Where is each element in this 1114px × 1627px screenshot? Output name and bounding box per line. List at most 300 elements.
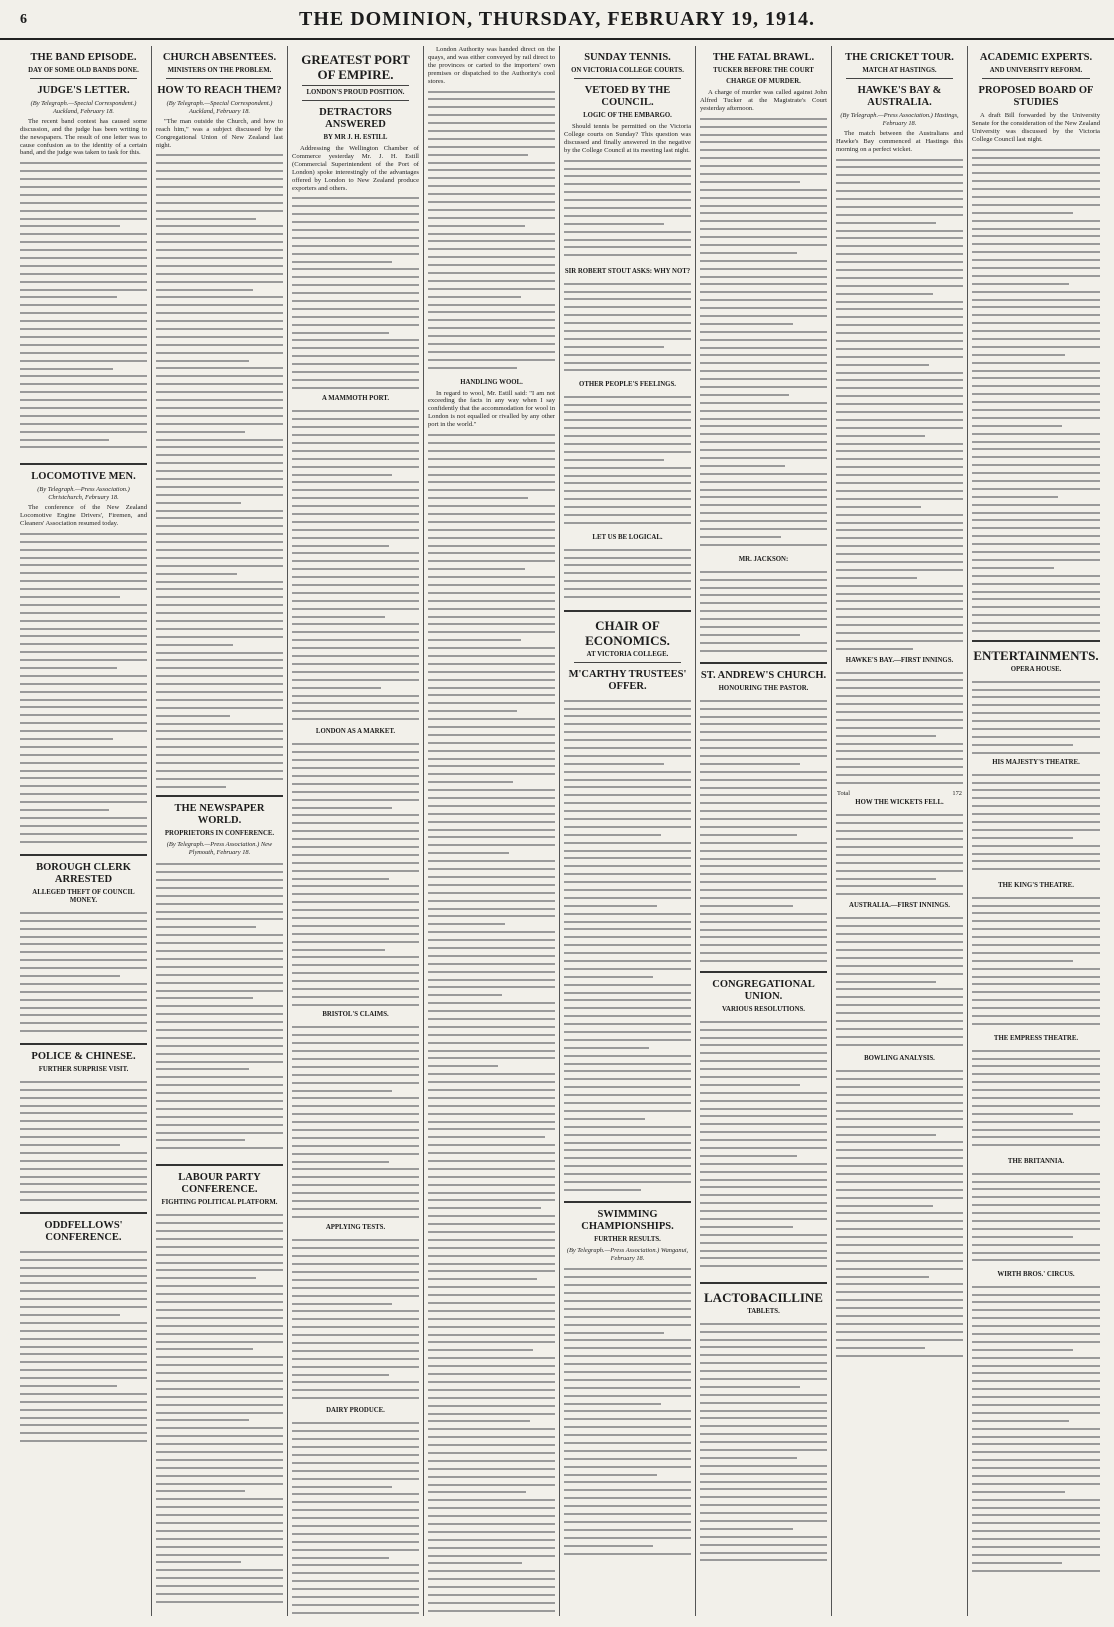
text-line: [20, 916, 147, 924]
text-line: [20, 190, 147, 198]
text-line: [20, 742, 147, 750]
text-line: [428, 1385, 555, 1393]
text-line: [156, 198, 283, 206]
text-line: [564, 735, 691, 743]
text-line: [428, 1282, 555, 1290]
text-line: [972, 948, 1100, 956]
text-line: [156, 922, 256, 930]
text-line: [836, 1066, 963, 1074]
text-line: [292, 739, 419, 747]
text-line: [700, 814, 827, 822]
text-line: [428, 722, 555, 730]
text-line: [972, 1361, 1100, 1369]
text-line: [428, 1243, 555, 1251]
text-line: [972, 1297, 1100, 1305]
text-line: [428, 1093, 555, 1101]
text-line: [836, 628, 963, 636]
text-line: [972, 833, 1073, 841]
text-line: [20, 1436, 147, 1444]
text-line: [700, 575, 827, 583]
text-line: [700, 727, 827, 735]
text-line: [20, 1326, 147, 1334]
text-line: [20, 639, 147, 647]
text-line: [156, 379, 283, 387]
divider: [700, 662, 827, 664]
text-line: [292, 874, 389, 882]
text-line: [292, 881, 419, 889]
text-block: [564, 1264, 691, 1564]
text-line: [700, 925, 827, 933]
divider: [564, 1201, 691, 1203]
text-line: [836, 439, 963, 447]
text-line: [700, 485, 827, 493]
text-line: [156, 1009, 283, 1017]
text-line: [428, 1061, 498, 1069]
text-line: [428, 134, 555, 142]
headline-cricket-tour: THE CRICKET TOUR.: [845, 52, 954, 63]
text-line: [428, 746, 555, 754]
section-heading: SIR ROBERT STOUT ASKS: WHY NOT?: [564, 267, 691, 275]
text-line: [292, 968, 419, 976]
article-text: The match between the Australians and Hawke's Bay commenced at Hastings this morning on a perfect wicket.: [836, 129, 963, 153]
text-line: [428, 1030, 555, 1038]
text-line: [428, 1124, 555, 1132]
text-line: [836, 977, 936, 985]
text-line: [156, 1143, 283, 1151]
text-line: [564, 711, 691, 719]
text-line: [292, 541, 389, 549]
divider: [982, 78, 1090, 79]
text-line: [156, 498, 241, 506]
text-line: [564, 553, 691, 561]
text-line: [972, 460, 1100, 468]
text-line: [700, 224, 827, 232]
text-line: [836, 1272, 929, 1280]
text-line: [156, 1025, 283, 1033]
text-line: [428, 840, 555, 848]
text-line: [156, 300, 283, 308]
text-line: [428, 197, 555, 205]
text-line: [700, 775, 827, 783]
text-line: [700, 1080, 800, 1088]
text-line: [20, 1389, 147, 1397]
text-line: [428, 1046, 555, 1054]
text-line: [156, 521, 283, 529]
text-line: [972, 1125, 1100, 1133]
text-line: [428, 580, 555, 588]
divider: [574, 78, 681, 79]
column-2: [152, 46, 288, 1616]
text-line: [428, 769, 555, 777]
text-line: [156, 206, 283, 214]
text-line: [836, 889, 963, 897]
text-line: [972, 1384, 1100, 1392]
text-line: [972, 484, 1100, 492]
text-block: [292, 739, 419, 1009]
text-line: [428, 690, 555, 698]
text-line: [972, 271, 1100, 279]
text-line: [836, 186, 963, 194]
text-line: [292, 1505, 419, 1513]
text-line: [972, 263, 1100, 271]
dateline: (By Telegraph.—Press Association.) Wanganui, February 18.: [566, 1246, 689, 1262]
text-line: [836, 462, 963, 470]
text-line: [156, 584, 283, 592]
text-line: [428, 1274, 537, 1282]
text-block: [700, 1017, 827, 1277]
text-line: [564, 1351, 691, 1359]
text-line: [428, 1353, 555, 1361]
text-line: [428, 173, 555, 181]
text-line: [836, 1193, 963, 1201]
text-line: [972, 610, 1100, 618]
text-line: [292, 1172, 419, 1180]
text-line: [156, 1297, 283, 1305]
text-line: [700, 622, 827, 630]
text-line: [564, 235, 691, 243]
text-line: [156, 1242, 283, 1250]
text-line: [20, 655, 147, 663]
text-line: [700, 1214, 827, 1222]
subhead: MATCH AT HASTINGS.: [862, 67, 937, 74]
text-line: [836, 945, 963, 953]
text-line: [156, 1565, 283, 1573]
text-line: [428, 110, 555, 118]
text-line: [972, 1455, 1100, 1463]
text-line: [156, 1104, 283, 1112]
subhead: MINISTERS ON THE PROBLEM.: [167, 67, 272, 74]
text-line: [292, 272, 419, 280]
text-line: [836, 1098, 963, 1106]
text-line: [972, 956, 1073, 964]
text-line: [20, 545, 147, 553]
text-line: [156, 411, 283, 419]
text-line: [564, 318, 691, 326]
text-line: [292, 826, 419, 834]
text-line: [700, 169, 827, 177]
column-8: [968, 46, 1104, 1616]
text-line: [700, 1127, 827, 1135]
text-line: [428, 462, 555, 470]
page-number: 6: [20, 12, 27, 27]
text-line: [700, 1548, 827, 1556]
text-line: [564, 584, 691, 592]
text-line: [292, 1133, 419, 1141]
text-line: [156, 962, 283, 970]
text-line: [20, 1247, 147, 1255]
text-line: [700, 1238, 827, 1246]
columns: [16, 46, 1106, 1616]
text-line: [972, 1248, 1100, 1256]
text-line: [564, 814, 691, 822]
text-line: [972, 708, 1100, 716]
text-line: [292, 509, 419, 517]
text-line: [972, 602, 1100, 610]
text-line: [836, 249, 963, 257]
text-line: [836, 1256, 963, 1264]
text-line: [972, 732, 1100, 740]
text-line: [564, 909, 691, 917]
divider: [20, 463, 147, 465]
text-line: [564, 1106, 691, 1114]
text-block: [564, 279, 691, 379]
text-line: [972, 1117, 1100, 1125]
text-line: [836, 589, 963, 597]
text-line: [700, 646, 827, 654]
text-line: [972, 1240, 1100, 1248]
text-line: [156, 1305, 283, 1313]
text-line: [20, 773, 147, 781]
text-line: [428, 1432, 555, 1440]
text-line: [428, 785, 555, 793]
text-line: [836, 683, 963, 691]
text-line: [700, 606, 827, 614]
text-line: [292, 446, 419, 454]
text-line: [20, 332, 147, 340]
text-line: [156, 1080, 283, 1088]
text-line: [156, 986, 283, 994]
text-line: [20, 805, 109, 813]
text-line: [156, 695, 283, 703]
text-line: [20, 1077, 147, 1085]
text-line: [700, 1056, 827, 1064]
text-line: [564, 250, 691, 258]
text-line: [156, 1392, 283, 1400]
text-line: [700, 696, 827, 704]
text-line: [836, 1032, 963, 1040]
text-line: [428, 1006, 555, 1014]
text-block: [700, 114, 827, 554]
headline-sunday-tennis: SUNDAY TENNIS.: [584, 52, 671, 63]
text-line: [20, 947, 147, 955]
text-line: [20, 387, 147, 395]
text-line: [836, 1106, 963, 1114]
text-line: [20, 1263, 147, 1271]
column-3: [288, 46, 424, 1616]
text-line: [20, 158, 147, 166]
subhead: CHARGE OF MURDER.: [726, 78, 801, 85]
text-line: [564, 294, 691, 302]
text-line: [428, 1424, 555, 1432]
text-line: [156, 221, 283, 229]
text-line: [20, 245, 147, 253]
text-line: [972, 1054, 1100, 1062]
text-line: [836, 178, 963, 186]
text-line: [700, 201, 827, 209]
text-line: [428, 158, 555, 166]
text-line: [292, 810, 419, 818]
text-line: [428, 754, 555, 762]
text-line: [156, 671, 283, 679]
text-line: [292, 1370, 389, 1378]
text-line: [156, 214, 256, 222]
text-line: [836, 604, 963, 612]
text-line: [564, 1138, 691, 1146]
text-block: [292, 1235, 419, 1405]
text-line: [972, 555, 1100, 563]
text-line: [292, 564, 419, 572]
text-line: [700, 1461, 827, 1469]
text-line: [700, 1017, 827, 1025]
text-line: [20, 971, 120, 979]
text-line: [428, 967, 555, 975]
text-line: [428, 244, 555, 252]
text-line: [700, 1374, 827, 1382]
text-line: [156, 450, 283, 458]
text-line: [836, 478, 963, 486]
text-line: [20, 1357, 147, 1365]
text-line: [292, 1314, 419, 1322]
text-line: [836, 778, 963, 786]
text-line: [836, 257, 963, 265]
text-line: [972, 1534, 1100, 1542]
text-line: [156, 719, 283, 727]
text-line: [428, 229, 555, 237]
divider: [20, 1212, 147, 1214]
text-line: [20, 229, 147, 237]
text-line: [428, 533, 555, 541]
text-line: [836, 984, 963, 992]
text-line: [836, 486, 963, 494]
text-line: [292, 667, 419, 675]
text-line: [428, 1393, 555, 1401]
text-line: [292, 359, 419, 367]
subhead: FIGHTING POLITICAL PLATFORM.: [161, 1199, 278, 1207]
text-line: [156, 529, 283, 537]
headline-labour-party: LABOUR PARTY CONFERENCE.: [178, 1172, 261, 1196]
text-line: [156, 1344, 253, 1352]
section-heading: APPLYING TESTS.: [325, 1224, 386, 1232]
text-line: [972, 247, 1100, 255]
text-line: [700, 492, 827, 500]
text-line: [156, 1455, 283, 1463]
text-line: [156, 782, 226, 790]
text-line: [20, 316, 147, 324]
dateline: (By Telegraph.—Press Association.) Hastings, February 18.: [840, 112, 959, 127]
text-line: [564, 471, 691, 479]
text-line: [156, 490, 283, 498]
divider: [20, 854, 147, 856]
text-line: [20, 1010, 147, 1018]
headline-mccarthy-trustees: M'CARTHY TRUSTEES' OFFER.: [568, 668, 687, 692]
section-heading: HAWKE'S BAY.—FIRST INNINGS.: [845, 656, 954, 664]
text-line: [428, 525, 555, 533]
text-line: [156, 1120, 283, 1128]
divider: [30, 78, 137, 79]
text-line: [700, 477, 827, 485]
text-line: [292, 470, 392, 478]
text-line: [20, 348, 147, 356]
text-line: [428, 1219, 555, 1227]
text-line: [428, 604, 555, 612]
section-heading: BRISTOL'S CLAIMS.: [322, 1011, 389, 1019]
headline-newspaper-world: THE NEWSPAPER WORLD.: [174, 803, 265, 827]
text-line: [564, 696, 691, 704]
text-line: [156, 1226, 283, 1234]
text-line: [428, 856, 555, 864]
text-line: [292, 1267, 419, 1275]
text-line: [156, 742, 283, 750]
text-block: [972, 1282, 1100, 1582]
headline-how-to-reach: HOW TO REACH THEM?: [157, 85, 282, 96]
text-line: [972, 692, 1100, 700]
text-line: [700, 1159, 827, 1167]
text-line: [20, 631, 147, 639]
text-line: [20, 221, 120, 229]
text-line: [700, 421, 827, 429]
text-line: [156, 356, 249, 364]
text-line: [972, 864, 1100, 872]
text-line: [292, 1157, 389, 1165]
text-line: [564, 1525, 691, 1533]
section-heading: THE BRITANNIA.: [1007, 1157, 1065, 1165]
text-line: [700, 1532, 827, 1540]
text-line: [700, 208, 827, 216]
headline-band-episode: THE BAND EPISODE.: [30, 52, 137, 63]
text-line: [564, 350, 691, 358]
text-line: [292, 414, 419, 422]
text-line: [564, 727, 691, 735]
text-line: [20, 600, 147, 608]
text-block: [564, 156, 691, 266]
text-line: [564, 980, 691, 988]
text-line: [20, 206, 147, 214]
text-line: [156, 938, 283, 946]
text-line: [292, 1054, 419, 1062]
text-line: [292, 233, 419, 241]
text-line: [836, 1008, 963, 1016]
text-line: [564, 1043, 649, 1051]
text-line: [564, 1517, 691, 1525]
text-line: [20, 608, 147, 616]
text-line: [972, 358, 1100, 366]
text-line: [564, 940, 691, 948]
text-line: [292, 1180, 419, 1188]
text-line: [972, 748, 1100, 756]
text-line: [20, 1172, 147, 1180]
text-line: [428, 809, 555, 817]
text-line: [700, 704, 827, 712]
text-line: [700, 327, 827, 335]
text-line: [564, 431, 691, 439]
text-line: [156, 340, 283, 348]
text-line: [836, 202, 963, 210]
text-line: [20, 403, 147, 411]
text-line: [836, 1122, 963, 1130]
text-line: [292, 1354, 419, 1362]
text-line: [836, 818, 963, 826]
text-line: [292, 1560, 419, 1568]
text-line: [972, 1518, 1100, 1526]
text-block: [292, 193, 419, 393]
text-line: [20, 1140, 120, 1148]
text-line: [700, 240, 827, 248]
text-line: [20, 758, 147, 766]
text-line: [972, 1282, 1100, 1290]
text-line: [428, 1148, 555, 1156]
text-line: [972, 1019, 1100, 1027]
text-line: [972, 192, 1100, 200]
text-line: [836, 320, 963, 328]
text-line: [564, 1328, 664, 1336]
text-line: [20, 766, 147, 774]
text-line: [292, 312, 419, 320]
text-line: [700, 861, 827, 869]
text-line: [20, 1397, 147, 1405]
headline-swimming: SWIMMING CHAMPIONSHIPS.: [581, 1208, 674, 1232]
text-line: [292, 462, 419, 470]
text-line: [428, 276, 555, 284]
